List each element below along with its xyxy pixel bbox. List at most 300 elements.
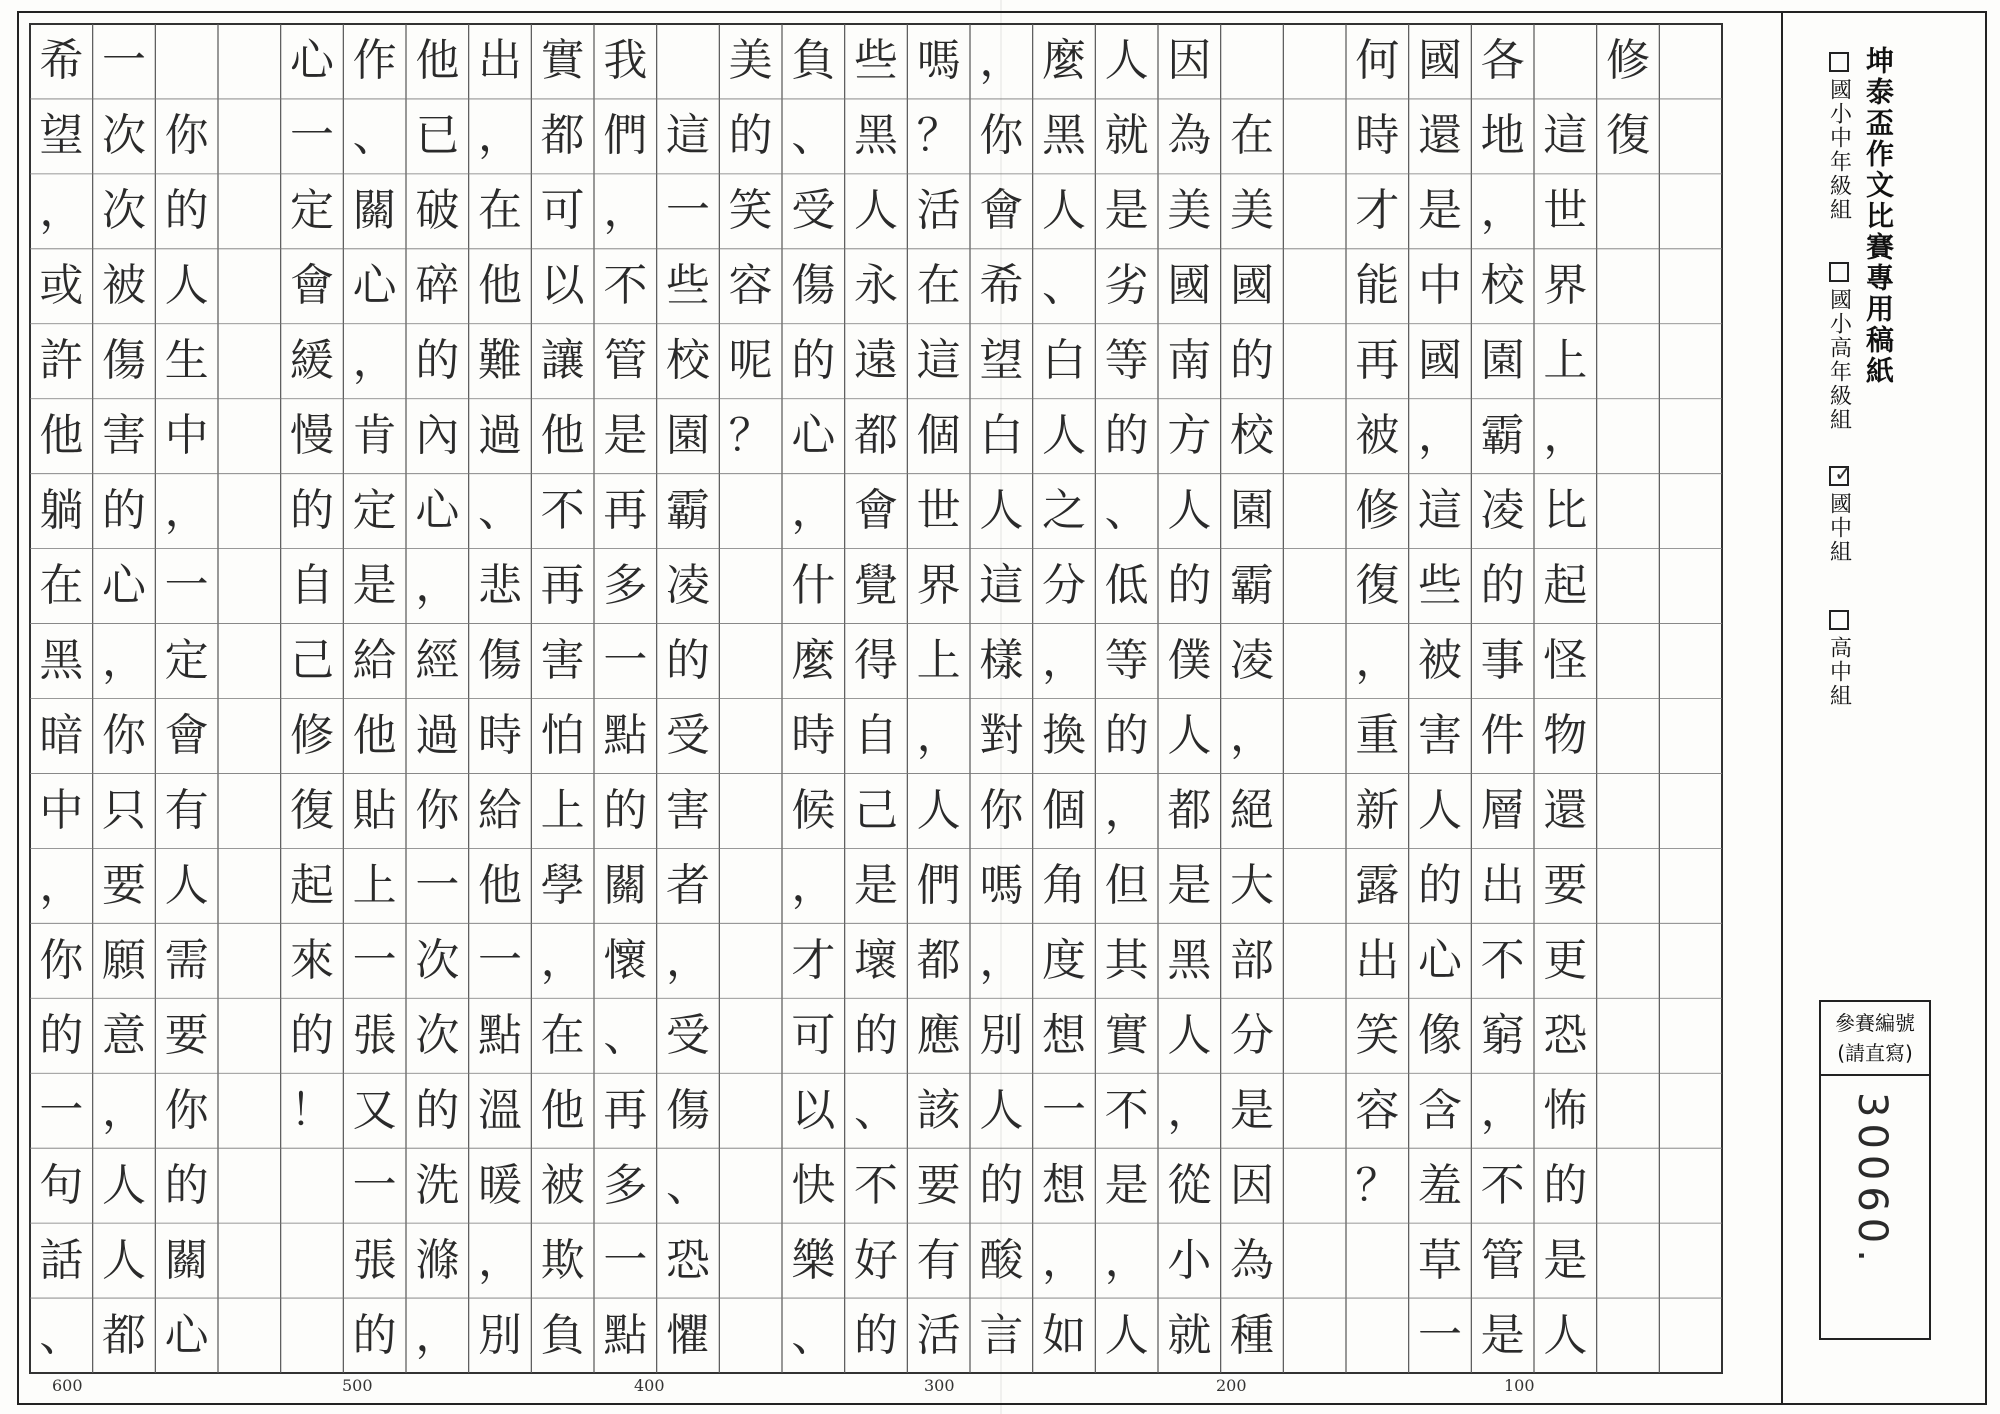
essay-character: 時: [791, 709, 836, 761]
essay-character: 再: [540, 560, 585, 612]
essay-character: 出: [1480, 859, 1525, 911]
essay-character: 、: [1041, 260, 1086, 312]
essay-character: 如: [1041, 1309, 1086, 1361]
essay-character: 害: [1417, 709, 1462, 761]
essay-character: 溫: [477, 1084, 522, 1136]
essay-character: 其: [1104, 934, 1149, 986]
essay-character: 一: [39, 1084, 84, 1136]
essay-character: 麼: [791, 635, 836, 687]
essay-character: 恐: [1543, 1009, 1588, 1061]
essay-character: 件: [1480, 709, 1525, 761]
essay-character: 、: [603, 1009, 648, 1061]
essay-character: 就: [1104, 110, 1149, 162]
essay-character: 再: [1355, 335, 1400, 387]
essay-character: 躺: [39, 485, 84, 537]
essay-character: 再: [603, 1084, 648, 1136]
essay-character: ，: [1104, 1234, 1149, 1286]
essay-character: 比: [1543, 485, 1588, 537]
essay-character: 中: [39, 784, 84, 836]
checkbox[interactable]: [1829, 262, 1849, 282]
essay-character: 修: [1355, 485, 1400, 537]
essay-character: 人: [979, 485, 1024, 537]
essay-character: 、: [477, 485, 522, 537]
essay-character: 像: [1417, 1009, 1462, 1061]
essay-character: 笑: [728, 185, 773, 237]
essay-column: [218, 24, 281, 1373]
essay-character: 他: [477, 859, 522, 911]
essay-character: 些: [853, 35, 898, 87]
essay-character: 都: [916, 934, 961, 986]
essay-character: 要: [101, 859, 146, 911]
essay-character: 怖: [1543, 1084, 1588, 1136]
essay-character: 句: [39, 1159, 84, 1211]
essay-character: 是: [1543, 1234, 1588, 1286]
essay-character: 層: [1480, 784, 1525, 836]
essay-character: 言: [979, 1309, 1024, 1361]
essay-character: 何: [1355, 35, 1400, 87]
essay-character: 會: [979, 185, 1024, 237]
essay-grid: [30, 24, 1722, 1373]
essay-character: 你: [979, 110, 1024, 162]
essay-character: 方: [1167, 410, 1212, 462]
essay-character: 的: [1104, 410, 1149, 462]
essay-character: 世: [916, 485, 961, 537]
essay-character: 以: [791, 1084, 836, 1136]
essay-column: [782, 24, 845, 1373]
essay-character: ？: [1355, 1159, 1400, 1211]
option-elementary-middle[interactable]: [1822, 52, 1856, 222]
essay-character: 被: [1355, 410, 1400, 462]
essay-character: 你: [164, 1084, 209, 1136]
essay-character: 別: [477, 1309, 522, 1361]
essay-character: 界: [1543, 260, 1588, 312]
essay-character: 是: [1104, 185, 1149, 237]
essay-character: 僕: [1167, 635, 1212, 687]
option-junior-high[interactable]: [1822, 462, 1856, 564]
essay-column: [469, 24, 532, 1373]
essay-character: 遠: [853, 335, 898, 387]
essay-character: 心: [164, 1309, 209, 1361]
essay-character: 的: [979, 1159, 1024, 1211]
essay-character: 張: [352, 1009, 397, 1061]
essay-character: 傷: [477, 635, 522, 687]
essay-character: 滌: [415, 1234, 460, 1286]
essay-character: 、: [39, 1309, 84, 1361]
scale-label-200: 200: [1216, 1376, 1247, 1395]
essay-character: 中: [164, 410, 209, 462]
essay-character: 的: [415, 335, 460, 387]
essay-character: 低: [1104, 560, 1149, 612]
essay-character: 、: [853, 1084, 898, 1136]
essay-character: 別: [979, 1009, 1024, 1061]
essay-character: 人: [1104, 1309, 1149, 1361]
essay-character: 他: [39, 410, 84, 462]
essay-character: [657, 24, 720, 99]
essay-character: 部: [1229, 934, 1274, 986]
essay-character: 難: [477, 335, 522, 387]
essay-column: [1346, 24, 1409, 1373]
essay-character: 傷: [791, 260, 836, 312]
essay-character: 這: [1417, 485, 1462, 537]
essay-character: 傷: [101, 335, 146, 387]
essay-character: 黑: [39, 635, 84, 687]
essay-character: 對: [979, 709, 1024, 761]
essay-character: 的: [1104, 709, 1149, 761]
essay-character: 人: [101, 1159, 146, 1211]
essay-character: 或: [39, 260, 84, 312]
essay-character: 自: [853, 709, 898, 761]
essay-character: 的: [1480, 560, 1525, 612]
essay-character: 是: [603, 410, 648, 462]
essay-character: ，: [1041, 1234, 1086, 1286]
essay-character: 讓: [540, 335, 585, 387]
essay-character: 園: [1480, 335, 1525, 387]
essay-character: 點: [477, 1009, 522, 1061]
contestant-number-box[interactable]: [1819, 1000, 1931, 1340]
essay-character: 人: [1104, 35, 1149, 87]
essay-character: 已: [415, 110, 460, 162]
essay-character: 一: [1417, 1309, 1462, 1361]
essay-character: 還: [1543, 784, 1588, 836]
essay-character: 笑: [1355, 1009, 1400, 1061]
essay-character: 一: [477, 934, 522, 986]
essay-character: 從: [1167, 1159, 1212, 1211]
essay-column: [1221, 24, 1284, 1373]
essay-character: 是: [853, 859, 898, 911]
essay-character: 被: [540, 1159, 585, 1211]
essay-character: ，: [101, 1084, 146, 1136]
essay-character: 一: [665, 185, 710, 237]
essay-character: 不: [853, 1159, 898, 1211]
essay-character: 悲: [477, 560, 522, 612]
essay-character: 嗎: [979, 859, 1024, 911]
essay-character: 洗: [415, 1159, 460, 1211]
essay-character: 一: [101, 35, 146, 87]
essay-character: 時: [477, 709, 522, 761]
essay-character: 慢: [289, 410, 334, 462]
essay-character: 美: [728, 35, 773, 87]
essay-character: 心: [289, 35, 334, 87]
essay-character: 內: [415, 410, 460, 462]
essay-character: ，: [101, 635, 146, 687]
essay-character: 黑: [853, 110, 898, 162]
essay-character: 好: [853, 1234, 898, 1286]
essay-character: 南: [1167, 335, 1212, 387]
essay-character: 修: [289, 709, 334, 761]
essay-character: 這: [665, 110, 710, 162]
essay-character: 心: [415, 485, 460, 537]
essay-character: 次: [101, 110, 146, 162]
essay-character: 嗎: [916, 35, 961, 87]
essay-character: 校: [1229, 410, 1274, 462]
essay-character: 酸: [979, 1234, 1024, 1286]
essay-character: 實: [540, 35, 585, 87]
essay-character: 凌: [665, 560, 710, 612]
essay-character: 只: [101, 784, 146, 836]
essay-character: 人: [1167, 709, 1212, 761]
essay-character: 的: [164, 185, 209, 237]
essay-character: 欺: [540, 1234, 585, 1286]
essay-character: ，: [415, 560, 460, 612]
essay-character: 他: [477, 260, 522, 312]
essay-character: ，: [1167, 1084, 1212, 1136]
essay-character: 劣: [1104, 260, 1149, 312]
essay-column: [1659, 24, 1722, 1373]
essay-character: ，: [1229, 709, 1274, 761]
essay-column: [719, 24, 782, 1373]
essay-character: [1221, 24, 1284, 99]
essay-character: 需: [164, 934, 209, 986]
essay-character: 希: [979, 260, 1024, 312]
essay-character: 你: [39, 934, 84, 986]
essay-character: 候: [791, 784, 836, 836]
essay-column: [155, 24, 218, 1373]
essay-character: 羞: [1417, 1159, 1462, 1211]
contestant-number-instruction: (請直寫): [1837, 1041, 1913, 1065]
checkbox[interactable]: [1829, 610, 1849, 630]
essay-character: 這: [979, 560, 1024, 612]
option-senior-high[interactable]: [1822, 610, 1856, 708]
essay-character: 人: [1167, 1009, 1212, 1061]
essay-character: 樂: [791, 1234, 836, 1286]
essay-character: 給: [477, 784, 522, 836]
essay-character: 意: [101, 1009, 146, 1061]
essay-character: 生: [164, 335, 209, 387]
essay-character: 角: [1041, 859, 1086, 911]
essay-character: 貼: [352, 784, 397, 836]
essay-character: ，: [39, 185, 84, 237]
essay-character: 會: [289, 260, 334, 312]
essay-character: 願: [101, 934, 146, 986]
essay-character: 心: [352, 260, 397, 312]
essay-character: 的: [853, 1009, 898, 1061]
essay-character: 己: [289, 635, 334, 687]
essay-character: 有: [164, 784, 209, 836]
essay-character: 些: [1417, 560, 1462, 612]
essay-character: 些: [665, 260, 710, 312]
essay-character: 暖: [477, 1159, 522, 1211]
essay-column: [30, 24, 93, 1373]
essay-character: 不: [540, 485, 585, 537]
essay-character: 受: [665, 1009, 710, 1061]
essay-character: 凌: [1229, 635, 1274, 687]
essay-character: 但: [1104, 859, 1149, 911]
essay-character: ？: [728, 410, 773, 462]
essay-character: 在: [1229, 110, 1274, 162]
essay-character: 經: [415, 635, 460, 687]
essay-character: ，: [916, 709, 961, 761]
essay-character: 重: [1355, 709, 1400, 761]
essay-character: 時: [1355, 110, 1400, 162]
checkmark-icon: ✓: [1834, 462, 1853, 487]
essay-character: 被: [101, 260, 146, 312]
essay-column: [343, 24, 406, 1373]
essay-character: ，: [1104, 784, 1149, 836]
essay-character: 人: [1167, 485, 1212, 537]
essay-character: 小: [1167, 1234, 1212, 1286]
option-elementary-upper[interactable]: [1822, 262, 1856, 432]
essay-character: 能: [1355, 260, 1400, 312]
essay-character: 希: [39, 35, 84, 87]
essay-character: 懷: [603, 934, 648, 986]
essay-character: 負: [791, 35, 836, 87]
essay-character: 絕: [1229, 784, 1274, 836]
essay-character: 可: [540, 185, 585, 237]
essay-character: 該: [916, 1084, 961, 1136]
essay-character: 的: [39, 1009, 84, 1061]
essay-character: 給: [352, 635, 397, 687]
essay-character: 的: [603, 784, 648, 836]
scale-label-300: 300: [924, 1376, 955, 1395]
essay-column: [1283, 24, 1346, 1373]
essay-character: 恐: [665, 1234, 710, 1286]
essay-character: 再: [603, 485, 648, 537]
essay-character: 過: [477, 410, 522, 462]
essay-character: ，: [477, 1234, 522, 1286]
essay-column: [845, 24, 908, 1373]
essay-character: 他: [352, 709, 397, 761]
essay-character: 分: [1041, 560, 1086, 612]
essay-character: 國: [1417, 335, 1462, 387]
essay-character: 復: [1605, 110, 1650, 162]
essay-character: 霸: [1229, 560, 1274, 612]
essay-character: 活: [916, 1309, 961, 1361]
essay-character: 關: [603, 859, 648, 911]
essay-character: 國: [1167, 260, 1212, 312]
essay-character: 物: [1543, 709, 1588, 761]
essay-character: 事: [1480, 635, 1525, 687]
essay-character: 望: [979, 335, 1024, 387]
essay-character: 次: [101, 185, 146, 237]
essay-character: 的: [289, 1009, 334, 1061]
essay-character: 這: [916, 335, 961, 387]
essay-character: 碎: [415, 260, 460, 312]
essay-character: 界: [916, 560, 961, 612]
essay-character: 分: [1229, 1009, 1274, 1061]
essay-character: 學: [540, 859, 585, 911]
essay-character: 、: [791, 1309, 836, 1361]
essay-character: 因: [1229, 1159, 1274, 1211]
scale-label-400: 400: [634, 1376, 665, 1395]
checkbox[interactable]: [1829, 52, 1849, 72]
essay-character: 一: [603, 1234, 648, 1286]
essay-character: 都: [853, 410, 898, 462]
essay-character: 上: [540, 784, 585, 836]
essay-character: ，: [1480, 1084, 1525, 1136]
essay-character: ，: [415, 1309, 460, 1361]
essay-character: 為: [1167, 110, 1212, 162]
essay-character: 國: [1417, 35, 1462, 87]
essay-character: 國: [1229, 260, 1274, 312]
essay-character: 的: [791, 335, 836, 387]
essay-character: ，: [1480, 185, 1525, 237]
essay-character: 凌: [1480, 485, 1525, 537]
essay-character: 、: [352, 110, 397, 162]
contest-title: 坤泰盃作文比賽專用稿紙: [1862, 46, 1895, 387]
essay-character: 自: [289, 560, 334, 612]
essay-column: [93, 24, 156, 1373]
essay-character: 要: [1543, 859, 1588, 911]
essay-character: 多: [603, 560, 648, 612]
essay-character: 暗: [39, 709, 84, 761]
essay-character: ？: [916, 110, 961, 162]
essay-character: 的: [728, 110, 773, 162]
option-label: 國小高年級組: [1826, 288, 1852, 432]
essay-character: 你: [101, 709, 146, 761]
essay-character: 們: [603, 110, 648, 162]
essay-character: 一: [415, 859, 460, 911]
checkbox[interactable]: [1829, 462, 1853, 487]
essay-character: 園: [665, 410, 710, 462]
essay-character: 被: [1417, 635, 1462, 687]
essay-character: 大: [1229, 859, 1274, 911]
essay-character: 還: [1417, 110, 1462, 162]
essay-character: 、: [791, 110, 836, 162]
essay-character: 的: [289, 485, 334, 537]
essay-character: 都: [101, 1309, 146, 1361]
contestant-number-value: 30060.: [1849, 1092, 1895, 1268]
essay-character: ，: [164, 485, 209, 537]
essay-character: 的: [1167, 560, 1212, 612]
scale-label-100: 100: [1504, 1376, 1535, 1395]
essay-character: 是: [1229, 1084, 1274, 1136]
essay-character: 會: [164, 709, 209, 761]
essay-character: 永: [853, 260, 898, 312]
essay-character: 出: [1355, 934, 1400, 986]
essay-character: 麼: [1041, 35, 1086, 87]
essay-character: 一: [352, 1159, 397, 1211]
essay-column: [406, 24, 469, 1373]
essay-character: 地: [1480, 110, 1525, 162]
essay-character: 樣: [979, 635, 1024, 687]
essay-character: 修: [1605, 35, 1650, 87]
essay-character: 以: [540, 260, 585, 312]
essay-character: 人: [1417, 784, 1462, 836]
essay-character: 的: [1543, 1159, 1588, 1211]
essay-character: 一: [1041, 1084, 1086, 1136]
essay-character: 復: [1355, 560, 1400, 612]
essay-character: 過: [415, 709, 460, 761]
essay-character: 草: [1417, 1234, 1462, 1286]
essay-character: 容: [1355, 1084, 1400, 1136]
essay-character: 想: [1041, 1159, 1086, 1211]
essay-character: 可: [791, 1009, 836, 1061]
essay-character: 各: [1480, 35, 1525, 87]
essay-character: 活: [916, 185, 961, 237]
essay-column: [1095, 24, 1158, 1373]
essay-character: 者: [665, 859, 710, 911]
essay-character: 因: [1167, 35, 1212, 87]
essay-character: ，: [603, 185, 648, 237]
essay-character: 上: [1543, 335, 1588, 387]
essay-character: 的: [415, 1084, 460, 1136]
essay-character: 傷: [665, 1084, 710, 1136]
essay-character: 人: [101, 1234, 146, 1286]
essay-column: [594, 24, 657, 1373]
essay-character: 上: [352, 859, 397, 911]
essay-character: 校: [665, 335, 710, 387]
essay-character: 害: [101, 410, 146, 462]
essay-character: ，: [352, 335, 397, 387]
essay-character: 出: [477, 35, 522, 87]
option-label: 高中組: [1826, 636, 1852, 708]
essay-character: 們: [916, 859, 961, 911]
essay-character: 換: [1041, 709, 1086, 761]
essay-character: 新: [1355, 784, 1400, 836]
essay-character: 上: [916, 635, 961, 687]
essay-character: 他: [415, 35, 460, 87]
essay-character: 這: [1543, 110, 1588, 162]
